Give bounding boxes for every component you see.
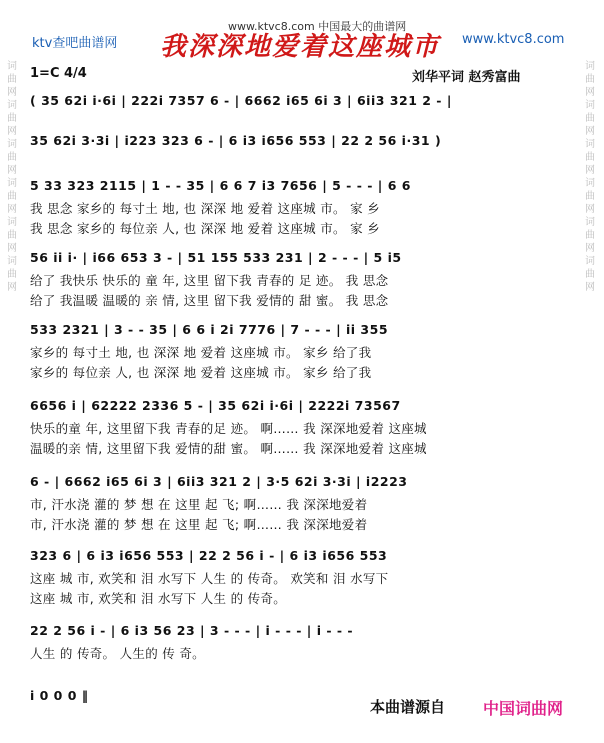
lyric-line: 市, 汗水浇 灌的 梦 想 在 这里 起 飞; 啊…… 我 深深地爱着 [30, 497, 368, 512]
notation-line: 35 62i 3·3i | i223 323 6 - | 6 i3 i656 553 | 22 2 56 i·31 ) [30, 133, 442, 148]
notation-line: 323 6 | 6 i3 i656 553 | 22 2 56 i - | 6 i3 i656 553 [30, 548, 388, 563]
side-watermark-right: 词 曲 网 词 曲 网 词 曲 网 词 曲 网 词 曲 网 词 曲 网 [585, 61, 595, 293]
source-site[interactable]: 中国词曲网 [483, 699, 564, 718]
notation-line: 6 - | 6662 i65 6i 3 | 6ii3 321 2 | 3·5 62i 3·3i | i2223 [30, 474, 408, 489]
credits: 刘华平词 赵秀富曲 [412, 70, 521, 85]
brand-left[interactable]: ktv查吧曲谱网 [32, 36, 118, 51]
notation-line: ( 35 62i i·6i | 222i 7357 6 - | 6662 i65 6i 3 | 6ii3 321 2 - | [30, 93, 452, 108]
notation-line: 56 ii i· | i66 653 3 - | 51 155 533 231 | 2 - - - | 5 i5 [30, 250, 402, 265]
lyric-line: 这座 城 市, 欢笑和 泪 水写下 人生 的 传奇。 [30, 591, 287, 606]
notation-line: 5 33 323 2115 | 1 - - 35 | 6 6 7 i3 7656 | 5 - - - | 6 6 [30, 178, 411, 193]
source-label: 本曲谱源自 [370, 698, 446, 716]
lyric-line: 这座 城 市, 欢笑和 泪 水写下 人生 的 传奇。 欢笑和 泪 水写下 [30, 571, 389, 586]
lyric-line: 家乡的 每位亲 人, 也 深深 地 爱着 这座城 市。 家乡 给了我 [30, 365, 372, 380]
lyric-line: 人生 的 传奇。 人生的 传 奇。 [30, 646, 205, 661]
notation-line: 22 2 56 i - | 6 i3 56 23 | 3 - - - | i - - - | i - - - [30, 623, 354, 638]
lyric-line: 快乐的童 年, 这里留下我 青春的足 迹。 啊…… 我 深深地爱着 这座城 [30, 421, 427, 436]
notation-line: i 0 0 0 ‖ [30, 688, 89, 703]
notation-line: 533 2321 | 3 - - 35 | 6 6 i 2i 7776 | 7 - - - | ii 355 [30, 322, 389, 337]
lyric-line: 我 思念 家乡的 每寸土 地, 也 深深 地 爱着 这座城 市。 家 乡 [30, 201, 380, 216]
side-watermark-left: 词 曲 网 词 曲 网 词 曲 网 词 曲 网 词 曲 网 词 曲 网 [7, 61, 17, 293]
lyric-line: 给了 我温暖 温暖的 亲 情, 这里 留下我 爱情的 甜 蜜。 我 思念 [30, 293, 389, 308]
key-signature: 1=C 4/4 [30, 66, 87, 81]
lyric-line: 市, 汗水浇 灌的 梦 想 在 这里 起 飞; 啊…… 我 深深地爱着 [30, 517, 368, 532]
notation-line: 6656 i | 62222 2336 5 - | 35 62i i·6i | 2222i 73567 [30, 398, 401, 413]
lyric-line: 家乡的 每寸土 地, 也 深深 地 爱着 这座城 市。 家乡 给了我 [30, 345, 372, 360]
lyric-line: 给了 我快乐 快乐的 童 年, 这里 留下我 青春的 足 迹。 我 思念 [30, 273, 389, 288]
top-watermark: www.ktvc8.com 中国最大的曲谱网 [228, 20, 407, 33]
lyric-line: 温暖的亲 情, 这里留下我 爱情的甜 蜜。 啊…… 我 深深地爱着 这座城 [30, 441, 427, 456]
lyric-line: 我 思念 家乡的 每位亲 人, 也 深深 地 爱着 这座城 市。 家 乡 [30, 221, 380, 236]
brand-right[interactable]: www.ktvc8.com [462, 32, 565, 47]
song-title: 我深深地爱着这座城市 [160, 32, 441, 62]
